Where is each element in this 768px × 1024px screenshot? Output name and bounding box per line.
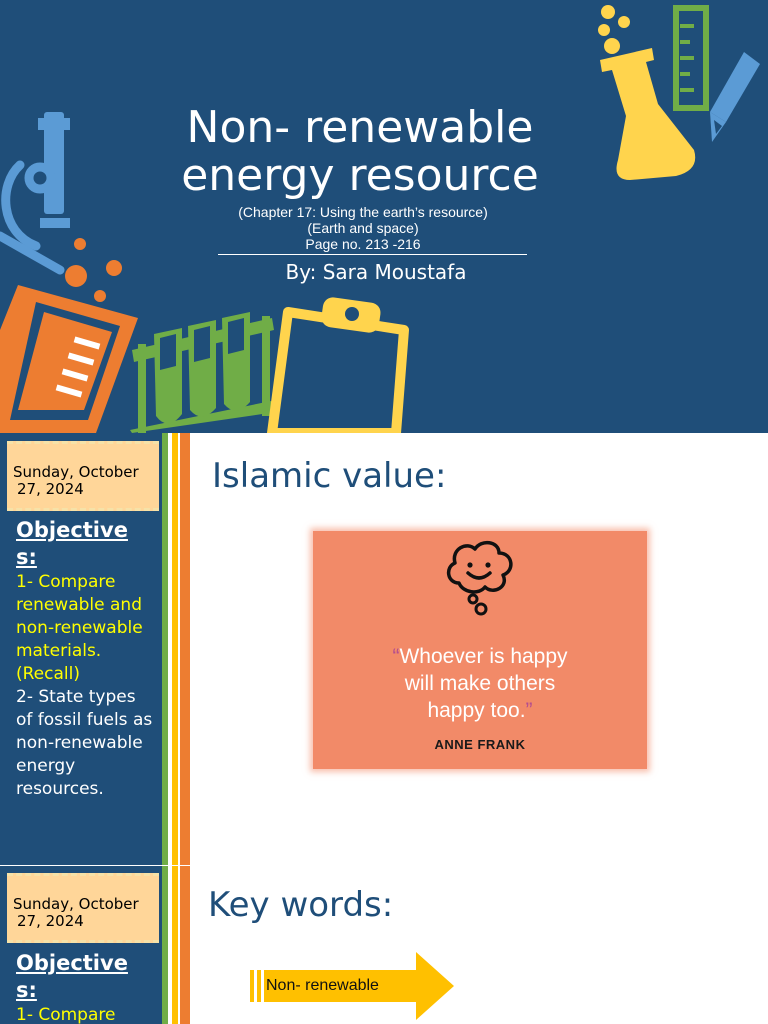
date-line-1: Sunday, October [13,463,139,481]
stripe-orange [180,866,190,1024]
quote-line-1: “Whoever is happy [392,645,568,668]
title-line-1: Non- renewable [186,102,534,153]
key-words-heading: Key words: [208,885,394,925]
chapter-label: (Chapter 17: Using the earth’s resource) [238,204,488,220]
keyword-item: Non- renewable [266,977,379,994]
open-quote-mark: “ [392,645,400,668]
quote-author: ANNE FRANK [434,737,526,752]
objectives-title: Objectives: [16,951,128,1002]
objectives-list [16,571,156,801]
objective-2: 2- State types of fossil fuels as non-renewable energy resources. [16,687,153,799]
smiling-thought-bubble-icon [443,537,517,617]
pencil-icon [710,52,760,142]
date-note [7,441,159,511]
page-numbers: Page no. 213 -216 [305,236,421,252]
title-line-2: energy resource [181,150,539,201]
microscope-icon [0,112,70,270]
author-name: By: Sara Moustafa [285,260,467,284]
objectives-title: Objectives: [16,518,128,569]
date-line-2: 27, 2024 [17,912,84,930]
objectives-sidebar-2 [0,866,190,1024]
stripe-orange [180,433,190,865]
objective-1-level: (Recall) [16,664,80,684]
quote-line-3: happy too.” [427,699,533,722]
beaker-icon [0,238,138,433]
test-tubes-icon [130,312,276,433]
date-note [7,873,159,943]
close-quote-mark: ” [525,699,533,722]
keyword-arrow [250,950,456,1022]
objective-1: 1- Compare [16,1005,116,1024]
date-line-2: 27, 2024 [17,480,84,498]
title-slide [0,0,768,433]
unit-label: (Earth and space) [307,220,419,236]
objective-1: 1- Compare renewable and non-renewable materials. [16,572,143,661]
ruler-icon [676,8,706,108]
islamic-value-heading: Islamic value: [212,456,447,496]
quote-text [313,643,647,724]
date-line-1: Sunday, October [13,895,139,913]
title-divider [218,254,527,255]
quote-line-2: will make others [404,672,556,695]
quote-card [313,531,647,769]
presentation-title [150,104,570,200]
flask-icon [598,5,695,180]
clipboard-icon [272,296,404,433]
objectives-sidebar-1 [0,433,190,865]
